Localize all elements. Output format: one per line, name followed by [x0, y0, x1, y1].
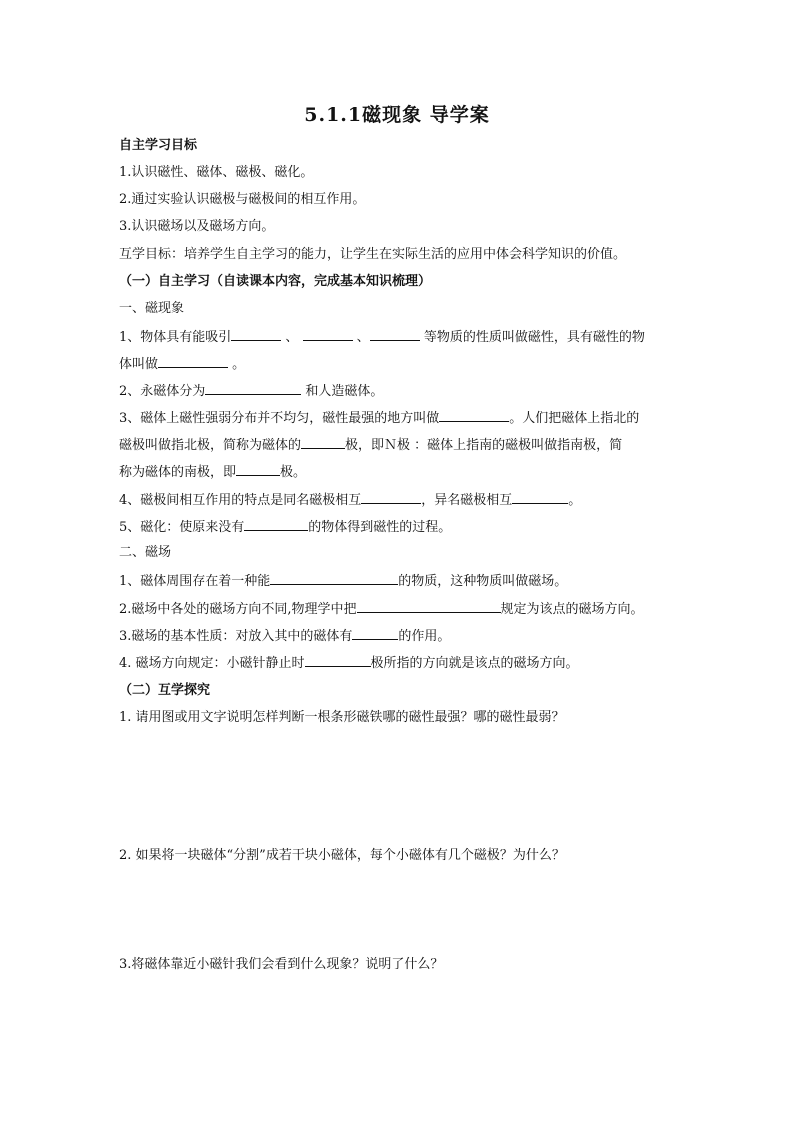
section2-heading: （二）互学探究: [119, 683, 211, 698]
fill-blank[interactable]: [301, 435, 345, 449]
fill-blank[interactable]: [361, 490, 421, 504]
fill-blank[interactable]: [205, 381, 301, 395]
fill-blank[interactable]: [370, 327, 420, 341]
goals-heading: 自主学习目标: [119, 138, 198, 153]
explore-question: 1. 请用图或用文字说明怎样判断一根条形磁铁哪的磁性最强？哪的磁性最弱？: [119, 710, 565, 725]
question-3: 3、磁体上磁性强弱分布并不均匀，磁性最强的地方叫做 。人们把磁体上指北的: [119, 408, 639, 428]
goal-item: 1.认识磁性、磁体、磁极、磁化。: [119, 165, 314, 180]
fill-blank[interactable]: [231, 327, 281, 341]
field-question-1: 1、磁体周围存在着一种能 的物质，这种物质叫做磁场。: [119, 571, 567, 591]
goal-item: 2.通过实验认识磁极与磁极间的相互作用。: [119, 192, 366, 207]
question-1-cont: 体叫做 。: [119, 354, 245, 374]
question-1: 1、物体具有能吸引 、 、 等物质的性质叫做磁性，具有磁性的物: [119, 327, 645, 347]
fill-blank[interactable]: [352, 626, 398, 640]
fill-blank[interactable]: [303, 327, 353, 341]
fill-blank[interactable]: [244, 517, 308, 531]
field-question-4: 4. 磁场方向规定：小磁针静止时 极所指的方向就是该点的磁场方向。: [119, 653, 579, 673]
part2-heading: 二、磁场: [119, 545, 172, 560]
question-3-cont: 磁极叫做指北极，简称为磁体的 极，即Ｎ极 ：磁体上指南的磁极叫做指南极，简: [119, 435, 622, 455]
question-4: 4、磁极间相互作用的特点是同名磁极相互 ，异名磁极相互 。: [119, 490, 581, 510]
question-5: 5、磁化：使原来没有 的物体得到磁性的过程。: [119, 517, 451, 537]
explore-question: 3.将磁体靠近小磁针我们会看到什么现象？说明了什么？: [119, 957, 444, 972]
goal-item: 3.认识磁场以及磁场方向。: [119, 219, 275, 234]
field-question-2: 2.磁场中各处的磁场方向不同,物理学中把 规定为该点的磁场方向。: [119, 599, 644, 619]
q1-text: 1、物体具有能吸引: [119, 330, 232, 345]
field-question-3: 3.磁场的基本性质：对放入其中的磁体有 的作用。: [119, 626, 450, 646]
fill-blank[interactable]: [357, 599, 501, 613]
mutual-goal: 互学目标：培养学生自主学习的能力，让学生在实际生活的应用中体会科学知识的价值。: [119, 247, 627, 262]
part1-heading: 一、磁现象: [119, 301, 185, 316]
fill-blank[interactable]: [305, 653, 371, 667]
fill-blank[interactable]: [158, 354, 228, 368]
question-3-cont: 称为磁体的南极，即 极。: [119, 462, 306, 482]
fill-blank[interactable]: [270, 571, 398, 585]
fill-blank[interactable]: [236, 462, 280, 476]
fill-blank[interactable]: [512, 490, 568, 504]
explore-question: 2. 如果将一块磁体“分割”成若干块小磁体，每个小磁体有几个磁极？为什么？: [119, 848, 565, 863]
section1-heading: （一）自主学习（自读课本内容，完成基本知识梳理）: [119, 274, 432, 289]
page-title: 5.1.1磁现象 导学案: [304, 104, 490, 126]
fill-blank[interactable]: [439, 408, 509, 422]
question-2: 2、永磁体分为 和人造磁体。: [119, 381, 383, 401]
